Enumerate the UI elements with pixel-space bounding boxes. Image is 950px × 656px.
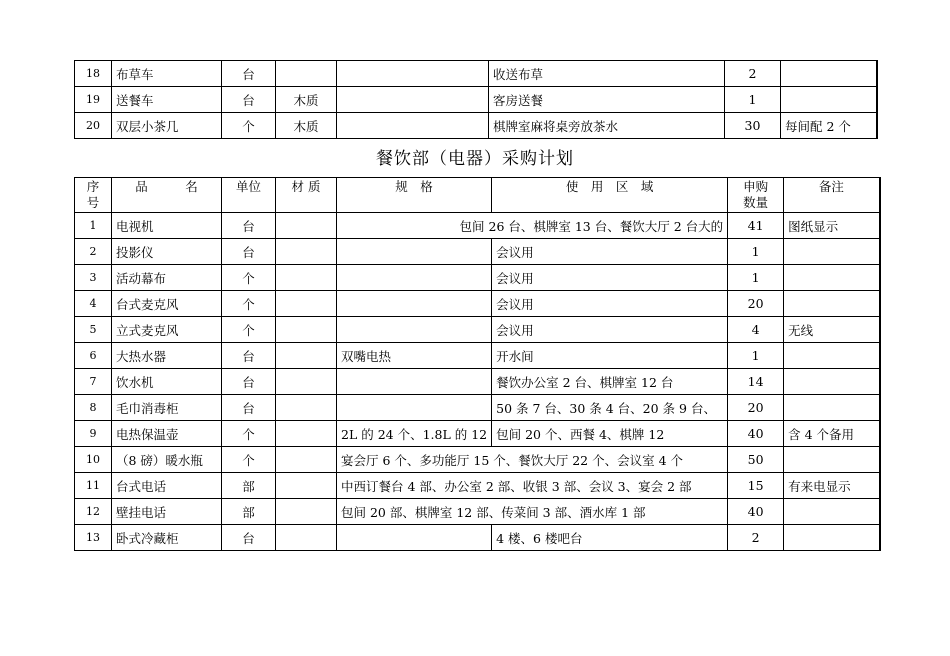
item-note: [784, 265, 880, 291]
item-unit: 个: [222, 265, 276, 291]
row-number: 4: [75, 291, 112, 317]
item-name: （8 磅）暖水瓶: [112, 447, 222, 473]
item-name: 立式麦克风: [112, 317, 222, 343]
item-name: 活动幕布: [112, 265, 222, 291]
row-number: 1: [75, 213, 112, 239]
item-unit: 个: [222, 421, 276, 447]
item-spec: 2L 的 24 个、1.8L 的 12: [337, 421, 492, 447]
item-qty: 1: [725, 87, 781, 113]
item-spec: [337, 317, 492, 343]
item-unit: 台: [222, 369, 276, 395]
item-name: 电视机: [112, 213, 222, 239]
row-number: 19: [75, 87, 112, 113]
item-usage: 会议用: [492, 265, 728, 291]
item-material: [276, 369, 337, 395]
table-row: [75, 291, 880, 317]
section-title: 餐饮部（电器）采购计划: [376, 149, 574, 169]
item-qty: 15: [728, 473, 784, 499]
item-material: [276, 265, 337, 291]
row-number: 2: [75, 239, 112, 265]
table-row: [75, 447, 880, 473]
table-row: [75, 213, 880, 239]
item-unit: 部: [222, 499, 276, 525]
item-unit: 个: [222, 317, 276, 343]
table-row: [75, 369, 880, 395]
item-note: [784, 291, 880, 317]
procurement-table: [74, 177, 881, 551]
item-note: 每间配 2 个: [781, 113, 877, 139]
row-number: 10: [75, 447, 112, 473]
item-usage: 客房送餐: [489, 87, 725, 113]
item-material: [276, 395, 337, 421]
item-qty: 1: [728, 265, 784, 291]
row-number: 7: [75, 369, 112, 395]
item-unit: 台: [222, 343, 276, 369]
item-name: 送餐车: [112, 87, 222, 113]
table-row: [75, 525, 880, 551]
item-unit: 部: [222, 473, 276, 499]
item-note: [784, 369, 880, 395]
item-spec: [337, 291, 492, 317]
item-spec: 双嘴电热: [337, 343, 492, 369]
row-number: 18: [75, 61, 112, 87]
header-qty: 申购数量: [728, 178, 784, 213]
previous-table-continuation: [74, 60, 878, 139]
row-number: 6: [75, 343, 112, 369]
item-name: 布草车: [112, 61, 222, 87]
item-unit: 台: [222, 61, 276, 87]
header-spec: 规 格: [337, 178, 492, 213]
header-note: 备注: [784, 178, 880, 213]
item-unit: 个: [222, 447, 276, 473]
item-spec: [337, 265, 492, 291]
item-qty: 41: [728, 213, 784, 239]
item-usage: 收送布草: [489, 61, 725, 87]
item-note: [784, 395, 880, 421]
row-number: 13: [75, 525, 112, 551]
item-unit: 个: [222, 291, 276, 317]
item-spec: [337, 61, 489, 87]
item-name: 壁挂电话: [112, 499, 222, 525]
item-usage: 会议用: [492, 317, 728, 343]
item-name: 饮水机: [112, 369, 222, 395]
item-qty: 40: [728, 499, 784, 525]
row-number: 5: [75, 317, 112, 343]
item-note: 图纸显示: [784, 213, 880, 239]
item-usage: 会议用: [492, 291, 728, 317]
table-row: [75, 317, 880, 343]
item-usage: 开水间: [492, 343, 728, 369]
row-number: 9: [75, 421, 112, 447]
row-number: 20: [75, 113, 112, 139]
table-row: [75, 421, 880, 447]
item-note: 含 4 个备用: [784, 421, 880, 447]
item-note: 有来电显示: [784, 473, 880, 499]
item-spec-usage: 包间 26 台、棋牌室 13 台、餐饮大厅 2 台大的: [337, 213, 728, 239]
item-qty: 20: [728, 291, 784, 317]
table-row: [75, 473, 880, 499]
header-material: 材 质: [276, 178, 337, 213]
item-usage: 4 楼、6 楼吧台: [492, 525, 728, 551]
item-usage: 50 条 7 台、30 条 4 台、20 条 9 台、: [492, 395, 728, 421]
item-qty: 1: [728, 239, 784, 265]
item-unit: 台: [222, 87, 276, 113]
item-spec-usage: 中西订餐台 4 部、办公室 2 部、收银 3 部、会议 3、宴会 2 部: [337, 473, 728, 499]
item-unit: 台: [222, 395, 276, 421]
item-qty: 2: [728, 525, 784, 551]
table-row: [75, 343, 880, 369]
item-unit: 台: [222, 239, 276, 265]
item-qty: 50: [728, 447, 784, 473]
item-name: 毛巾消毒柜: [112, 395, 222, 421]
item-unit: 台: [222, 525, 276, 551]
item-usage: 餐饮办公室 2 台、棋牌室 12 台: [492, 369, 728, 395]
item-qty: 20: [728, 395, 784, 421]
item-material: [276, 499, 337, 525]
item-name: 台式电话: [112, 473, 222, 499]
item-spec: [337, 87, 489, 113]
header-unit: 单位: [222, 178, 276, 213]
item-qty: 1: [728, 343, 784, 369]
item-qty: 2: [725, 61, 781, 87]
item-usage: 会议用: [492, 239, 728, 265]
item-name: 大热水器: [112, 343, 222, 369]
item-unit: 个: [222, 113, 276, 139]
item-note: [784, 343, 880, 369]
row-number: 11: [75, 473, 112, 499]
item-material: [276, 343, 337, 369]
item-material: [276, 447, 337, 473]
item-spec: [337, 113, 489, 139]
item-material: [276, 317, 337, 343]
item-note: [781, 61, 877, 87]
item-material: 木质: [276, 113, 337, 139]
header-usage: 使 用 区 域: [492, 178, 728, 213]
item-name: 电热保温壶: [112, 421, 222, 447]
item-qty: 4: [728, 317, 784, 343]
item-name: 台式麦克风: [112, 291, 222, 317]
item-material: [276, 213, 337, 239]
header-name: 品 名: [112, 178, 222, 213]
item-material: [276, 421, 337, 447]
item-note: [784, 499, 880, 525]
item-material: [276, 239, 337, 265]
table-row: [75, 113, 877, 139]
item-spec-usage: 宴会厅 6 个、多功能厅 15 个、餐饮大厅 22 个、会议室 4 个: [337, 447, 728, 473]
item-note: 无线: [784, 317, 880, 343]
header-no: 序号: [75, 178, 112, 213]
item-usage: 包间 20 个、西餐 4、棋牌 12: [492, 421, 728, 447]
item-material: 木质: [276, 87, 337, 113]
item-note: [784, 239, 880, 265]
row-number: 8: [75, 395, 112, 421]
item-spec-usage: 包间 20 部、棋牌室 12 部、传菜间 3 部、酒水库 1 部: [337, 499, 728, 525]
item-usage: 棋牌室麻将桌旁放茶水: [489, 113, 725, 139]
table-row: [75, 499, 880, 525]
item-spec: [337, 395, 492, 421]
row-number: 12: [75, 499, 112, 525]
item-spec: [337, 239, 492, 265]
item-spec: [337, 525, 492, 551]
table-header-row: [75, 178, 880, 213]
item-name: 卧式冷藏柜: [112, 525, 222, 551]
table-row: [75, 61, 877, 87]
table-row: [75, 239, 880, 265]
table-row: [75, 395, 880, 421]
item-name: 投影仪: [112, 239, 222, 265]
item-material: [276, 291, 337, 317]
item-qty: 30: [725, 113, 781, 139]
item-spec: [337, 369, 492, 395]
item-note: [784, 447, 880, 473]
item-material: [276, 61, 337, 87]
item-material: [276, 525, 337, 551]
table-row: [75, 265, 880, 291]
item-note: [784, 525, 880, 551]
row-number: 3: [75, 265, 112, 291]
item-unit: 台: [222, 213, 276, 239]
item-qty: 40: [728, 421, 784, 447]
item-note: [781, 87, 877, 113]
item-material: [276, 473, 337, 499]
item-qty: 14: [728, 369, 784, 395]
table-row: [75, 87, 877, 113]
item-name: 双层小茶几: [112, 113, 222, 139]
